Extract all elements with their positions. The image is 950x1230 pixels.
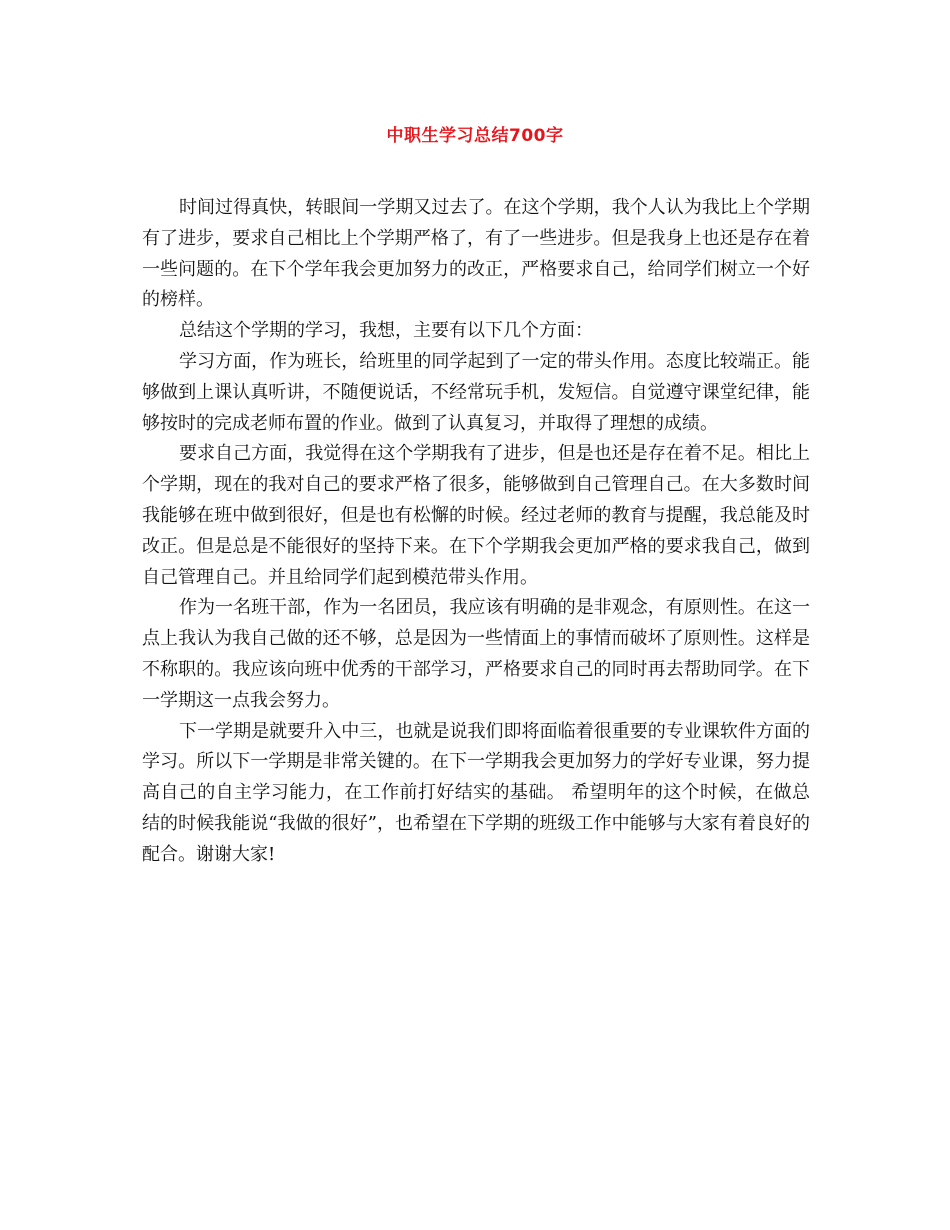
paragraph-study: 学习方面，作为班长，给班里的同学起到了一定的带头作用。态度比较端正。能够做到上课认真听讲，不随便说话，不经常玩手机，发短信。自觉遵守课堂纪律，能够按时的完成老师布置的作业。做到了认真复习，并取得了理想的成绩。 [142, 350, 810, 434]
paragraph-self-discipline: 要求自己方面，我觉得在这个学期我有了进步，但是也还是存在着不足。相比上个学期，现在的我对自己的要求严格了很多，能够做到自己管理自己。在大多数时间我能够在班中做到很好，但是也有松懈的时候。经过老师的教育与提醒，我总能及时改正。但是总是不能很好的坚持下来。在下个学期我会更加严格的要求我自己，做到自己管理自己。并且给同学们起到模范带头作用。 [142, 443, 810, 588]
paragraph-next-semester: 下一学期是就要升入中三，也就是说我们即将面临着很重要的专业课软件方面的学习。所以下一学期是非常关键的。在下一学期我会更加努力的学好专业课，努力提高自己的自主学习能力，在工作前打好结实的基础。 希望明年的这个时候，在做总结的时候我能说“我做的很好”，也希望在下学期的班级工作中能够与大家有着良好的配合。谢谢大家! [142, 720, 810, 865]
paragraph-intro: 时间过得真快，转眼间一学期又过去了。在这个学期，我个人认为我比上个学期有了进步，要求自己相比上个学期严格了，有了一些进步。但是我身上也还是存在着一些问题的。在下个学年我会更加努力的改正，严格要求自己，给同学们树立一个好的榜样。 [142, 197, 810, 311]
paragraph-class-cadre: 作为一名班干部，作为一名团员，我应该有明确的是非观念，有原则性。在这一点上我认为我自己做的还不够，总是因为一些情面上的事情而破坏了原则性。这样是不称职的。我应该向班中优秀的干部学习，严格要求自己的同时再去帮助同学。在下一学期这一点我会努力。 [142, 597, 810, 711]
document-title: 中职生学习总结700字 [386, 126, 564, 146]
paragraph-summary-lead: 总结这个学期的学习，我想，主要有以下几个方面： [179, 320, 593, 342]
document-body [142, 193, 810, 871]
